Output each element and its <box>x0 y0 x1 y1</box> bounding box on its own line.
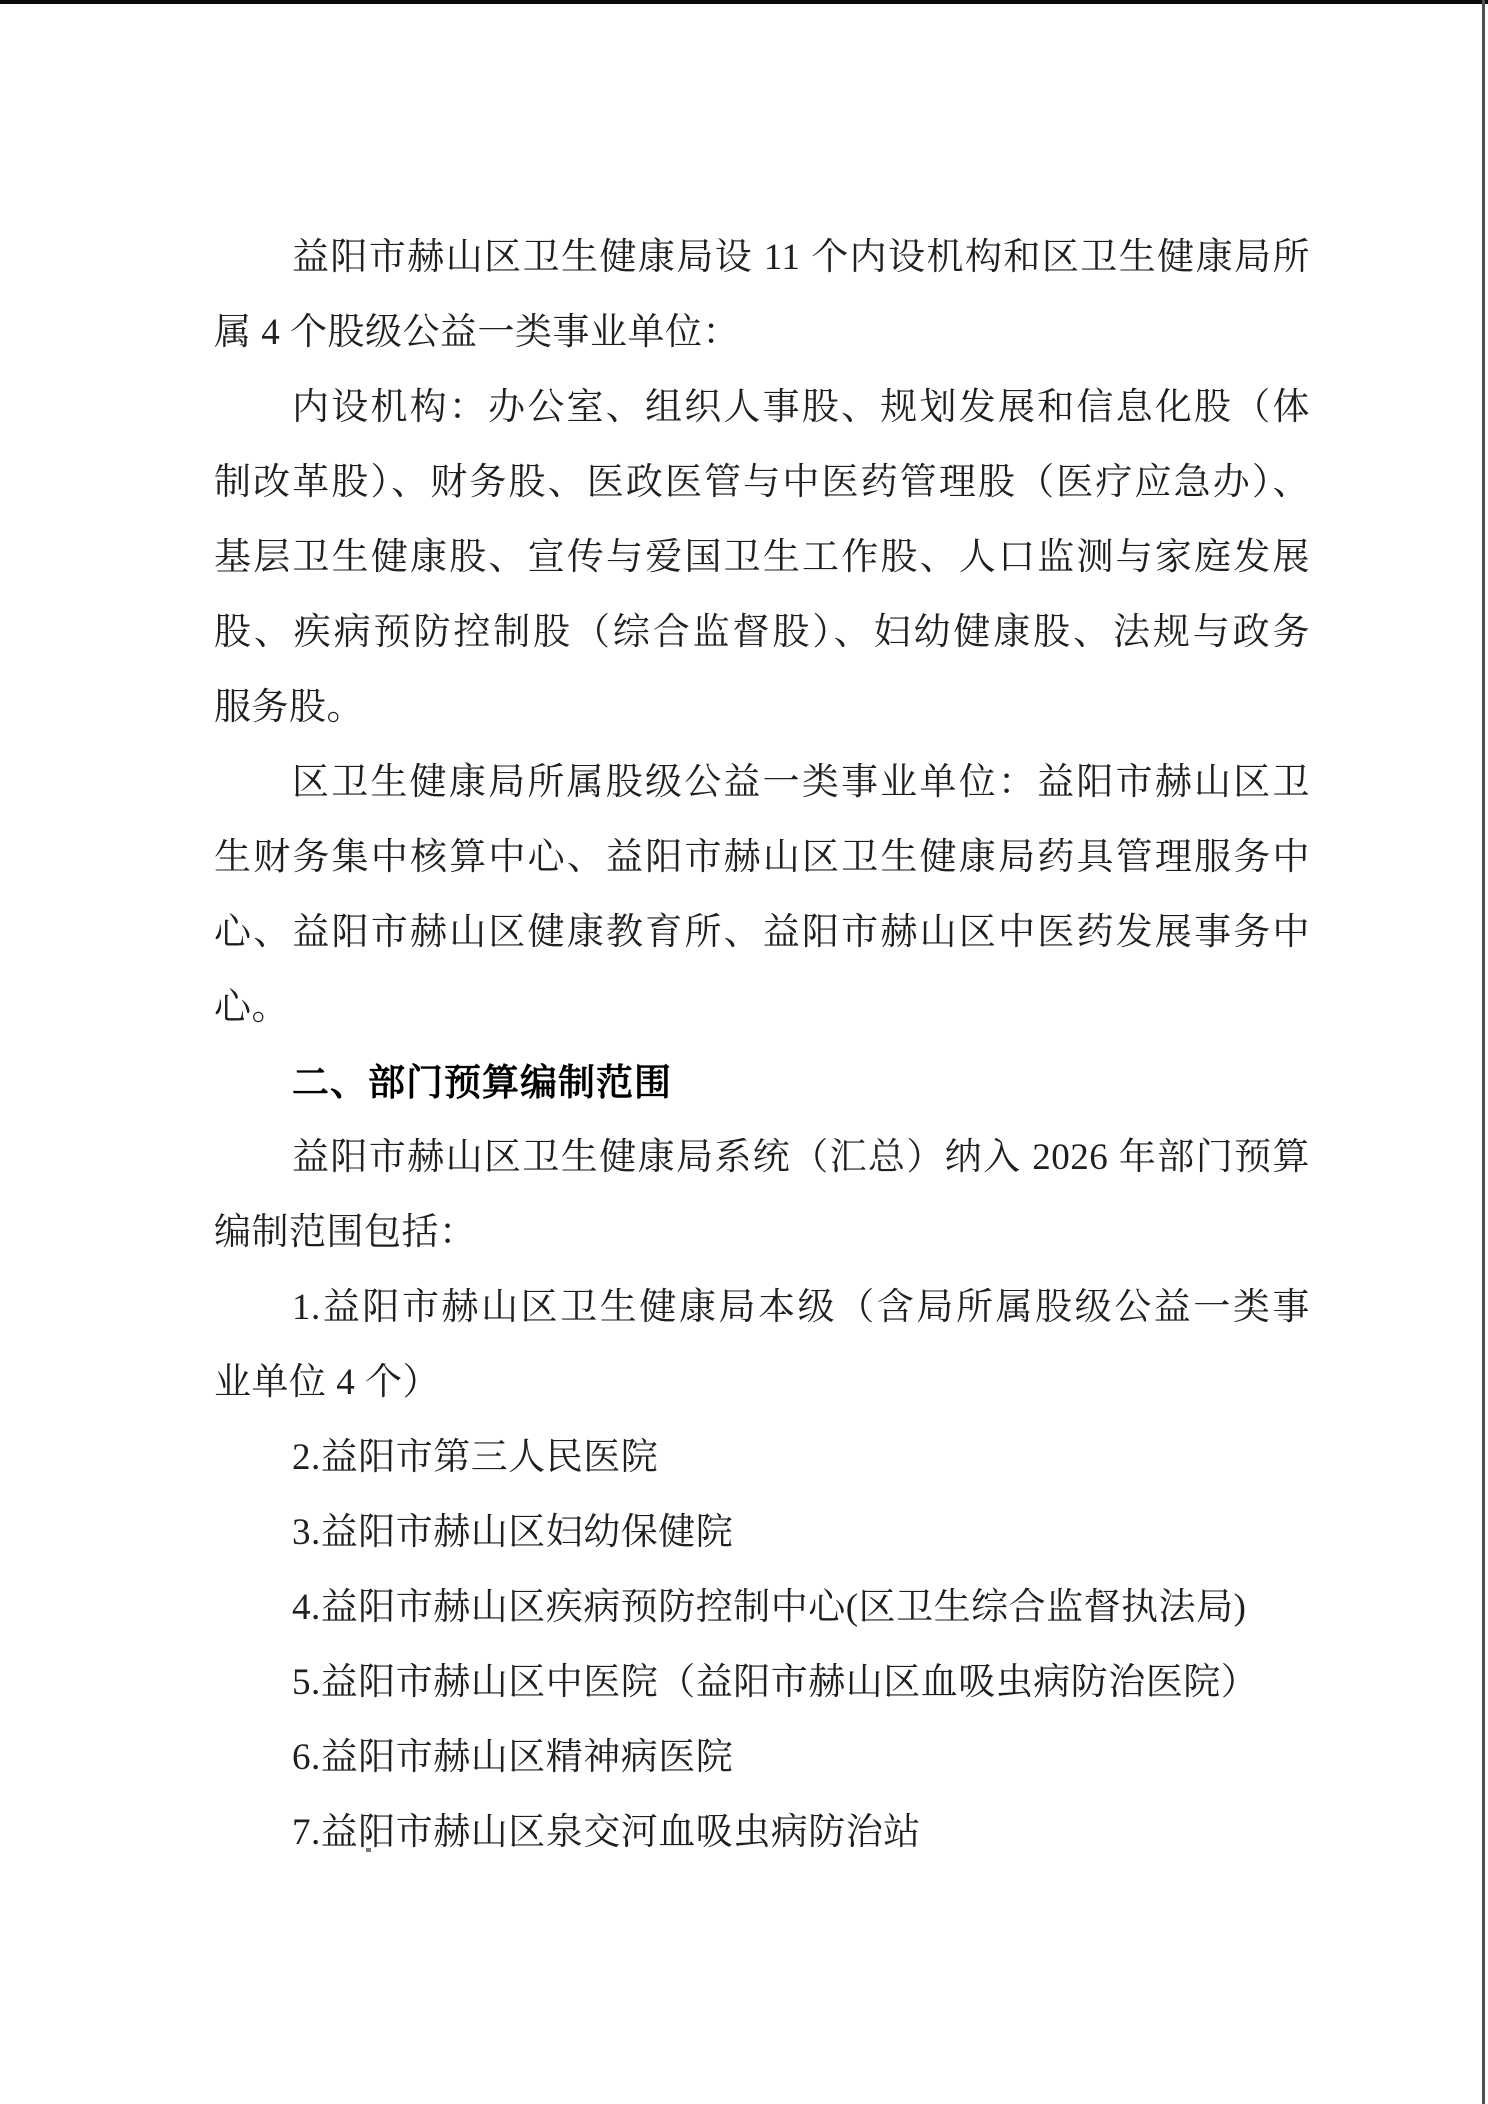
paragraph-line: 基层卫生健康股、宣传与爱国卫生工作股、人口监测与家庭发展 <box>214 537 1310 578</box>
paragraph-line: 生财务集中核算中心、益阳市赫山区卫生健康局药具管理服务中 <box>214 837 1310 878</box>
paragraph-line: 属 4 个股级公益一类事业单位： <box>214 312 740 353</box>
paragraph-line: 区卫生健康局所属股级公益一类事业单位：益阳市赫山区卫 <box>292 762 1310 803</box>
list-item-line: 7.益阳市赫山区泉交河血吸虫病防治站 <box>292 1812 921 1853</box>
list-item-line: 5.益阳市赫山区中医院（益阳市赫山区血吸虫病防治医院） <box>292 1662 1259 1703</box>
section-heading: 二、部门预算编制范围 <box>292 1062 672 1103</box>
list-item-line: 1.益阳市赫山区卫生健康局本级（含局所属股级公益一类事 <box>292 1287 1310 1328</box>
paragraph-line: 股、疾病预防控制股（综合监督股）、妇幼健康股、法规与政务 <box>214 612 1310 653</box>
list-item-line: 6.益阳市赫山区精神病医院 <box>292 1737 734 1778</box>
paragraph-line: 益阳市赫山区卫生健康局设 11 个内设机构和区卫生健康局所 <box>292 237 1310 278</box>
scan-right-edge-artifact <box>1482 0 1485 2104</box>
list-item-line: 业单位 4 个） <box>214 1362 440 1403</box>
paragraph-line: 益阳市赫山区卫生健康局系统（汇总）纳入 2026 年部门预算 <box>292 1137 1310 1178</box>
paragraph-line: 心。 <box>214 987 289 1028</box>
paragraph-line: 编制范围包括： <box>214 1212 477 1253</box>
list-item-line: 3.益阳市赫山区妇幼保健院 <box>292 1512 734 1553</box>
document-text-block <box>214 220 1310 1870</box>
list-item-line: 4.益阳市赫山区疾病预防控制中心(区卫生综合监督执法局) <box>292 1587 1247 1628</box>
list-item-line: 2.益阳市第三人民医院 <box>292 1437 659 1478</box>
paragraph-line: 制改革股）、财务股、医政医管与中医药管理股（医疗应急办）、 <box>214 462 1310 503</box>
paragraph-line: 内设机构：办公室、组织人事股、规划发展和信息化股（体 <box>292 387 1310 428</box>
scan-top-edge-artifact <box>0 0 1488 4</box>
paragraph-line: 服务股。 <box>214 687 364 728</box>
paragraph-line: 心、益阳市赫山区健康教育所、益阳市赫山区中医药发展事务中 <box>214 912 1310 953</box>
